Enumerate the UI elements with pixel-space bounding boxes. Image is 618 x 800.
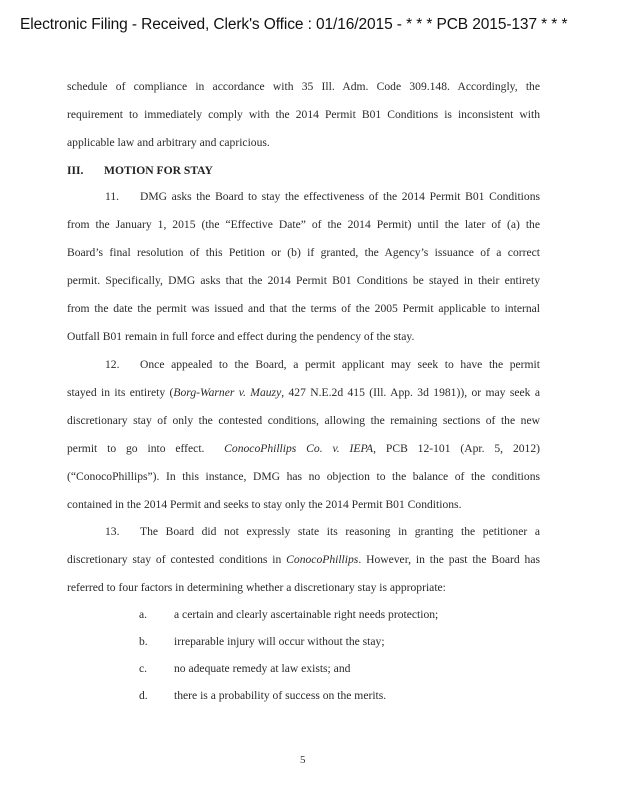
list-text: irreparable injury will occur without the stay;: [174, 635, 385, 648]
section-number: III.: [67, 164, 84, 177]
text-run: permit to go into effect.: [67, 442, 205, 455]
list-text: there is a probability of success on the merits.: [174, 689, 387, 702]
body-line: from the date the permit was issued and that the terms of the 2005 Permit applicable to internal: [67, 302, 540, 315]
filing-stamp-header: Electronic Filing - Received, Clerk's Office : 01/16/2015 - * * * PCB 2015-137 * * *: [20, 16, 568, 33]
body-line: Board’s final resolution of this Petition or (b) if granted, the Agency’s issuance of a correct: [67, 246, 540, 259]
case-citation: ConocoPhillips: [286, 553, 359, 566]
page-number: 5: [300, 754, 306, 766]
body-line-with-citation: [67, 442, 540, 456]
body-line: Outfall B01 remain in full force and effect during the pendency of the stay.: [67, 330, 415, 343]
body-line: requirement to immediately comply with the 2014 Permit B01 Conditions is inconsistent with: [67, 108, 540, 121]
list-letter: a.: [139, 608, 148, 621]
text-run: , 427 N.E.2d 415 (Ill. App. 3d 1981)), or may seek a: [281, 386, 540, 399]
text-run: stayed in its entirety (: [67, 386, 174, 399]
text-run: discretionary stay of contested conditions in: [67, 553, 282, 566]
body-line: referred to four factors in determining whether a discretionary stay is appropriate:: [67, 581, 446, 594]
paragraph-first-line: The Board did not expressly state its reasoning in granting the petitioner a: [140, 525, 540, 538]
paragraph-number: 11.: [105, 190, 120, 203]
body-line: from the January 1, 2015 (the “Effective Date” of the 2014 Permit) until the later of (a) the: [67, 218, 540, 231]
body-line: schedule of compliance in accordance with 35 Ill. Adm. Code 309.148. Accordingly, the: [67, 80, 540, 93]
body-line: permit. Specifically, DMG asks that the 2014 Permit B01 Conditions be stayed in their entirety: [67, 274, 540, 287]
list-text: a certain and clearly ascertainable right needs protection;: [174, 608, 439, 621]
paragraph-first-line: Once appealed to the Board, a permit applicant may seek to have the permit: [140, 358, 540, 371]
text-run: . However, in the past the Board has: [358, 553, 540, 566]
list-letter: b.: [139, 635, 148, 648]
list-letter: d.: [139, 689, 148, 702]
case-citation: Borg-Warner v. Mauzy: [173, 386, 282, 399]
section-title: MOTION FOR STAY: [104, 164, 213, 177]
list-text: no adequate remedy at law exists; and: [174, 662, 351, 675]
body-line: (“ConocoPhillips”). In this instance, DMG has no objection to the balance of the conditions: [67, 470, 540, 483]
body-line: discretionary stay of only the contested conditions, allowing the remaining sections of the new: [67, 414, 540, 427]
body-line: contained in the 2014 Permit and seeks to stay only the 2014 Permit B01 Conditions.: [67, 498, 462, 511]
list-letter: c.: [139, 662, 148, 675]
body-line-with-citation: [67, 386, 540, 400]
paragraph-number: 13.: [105, 525, 120, 538]
body-line-with-citation: [67, 553, 540, 567]
text-run: , PCB 12-101 (Apr. 5, 2012): [373, 442, 540, 455]
paragraph-first-line: DMG asks the Board to stay the effectiveness of the 2014 Permit B01 Conditions: [140, 190, 540, 203]
case-citation: ConocoPhillips Co. v. IEPA: [224, 442, 374, 455]
paragraph-number: 12.: [105, 358, 120, 371]
body-line: applicable law and arbitrary and capricious.: [67, 136, 270, 149]
